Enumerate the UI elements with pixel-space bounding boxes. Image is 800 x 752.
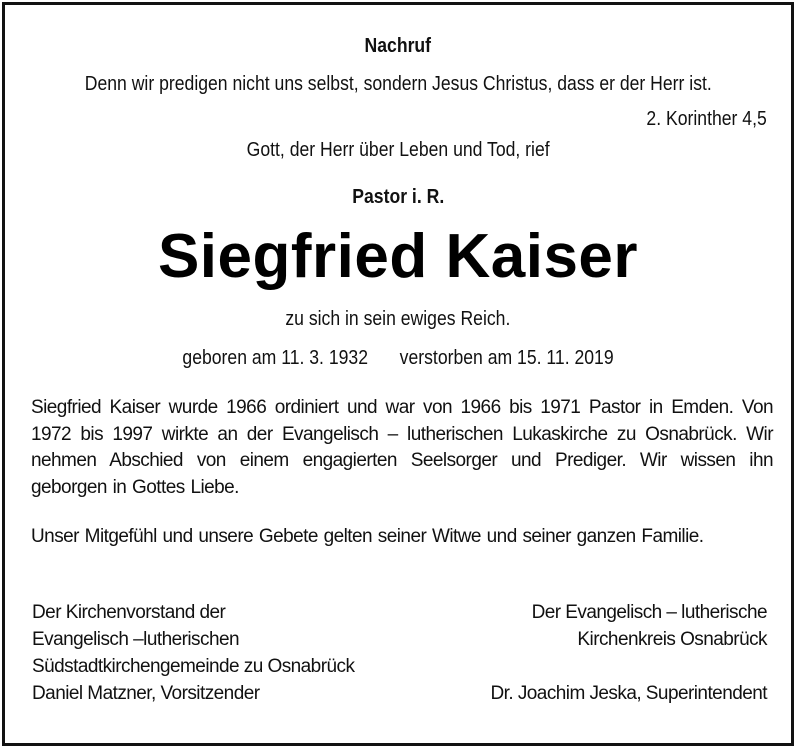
signer-left-line: Der Kirchenvorstand der <box>32 602 226 623</box>
signer-left-line: Evangelisch –lutherischen <box>32 629 239 650</box>
signer-right-line <box>490 653 767 680</box>
after-name-row <box>5 308 791 331</box>
notice-heading: Nachruf <box>364 35 432 57</box>
signers-left <box>32 599 354 707</box>
intro-text: Gott, der Herr über Leben und Tod, rief <box>246 139 550 161</box>
signers-right <box>490 599 767 707</box>
verse-reference-row <box>630 108 767 131</box>
deceased-name: Siegfried Kaiser <box>157 222 639 291</box>
verse-reference: 2. Korinther 4,5 <box>646 108 767 130</box>
obituary-frame <box>2 2 794 746</box>
after-name-text: zu sich in sein ewiges Reich. <box>285 308 511 330</box>
signer-right-line: Kirchenkreis Osnabrück <box>577 629 767 650</box>
condolence-paragraph <box>31 524 773 551</box>
deceased-title: Pastor i. R. <box>352 186 444 208</box>
biography-text: Siegfried Kaiser wurde 1966 ordiniert und war von 1966 bis 1971 Pastor in Emden. Von 1972 bis 1997 wirkte an der Evangelisch – lutherischen Lukaskirche zu Osnabrück. Wir nehmen Abschied von einem engagierten Seelsorger und Prediger. Wir wissen ihn geborgen in Gottes Liebe. <box>31 397 773 498</box>
bible-verse: Denn wir predigen nicht uns selbst, sondern Jesus Christus, dass er der Herr ist. <box>84 73 712 95</box>
dates-row <box>5 347 791 370</box>
name-row <box>5 221 791 292</box>
signer-left-line: Südstadtkirchengemeinde zu Osnabrück <box>32 656 355 677</box>
signer-right-line: Der Evangelisch – lutherische <box>531 602 767 623</box>
signer-right-line: Dr. Joachim Jeska, Superintendent <box>490 683 767 704</box>
birth-date: geboren am 11. 3. 1932 <box>182 347 368 369</box>
title-row <box>5 186 791 209</box>
signer-left-line: Daniel Matzner, Vorsitzender <box>32 683 260 704</box>
intro-row <box>5 139 791 162</box>
verse-row <box>5 73 791 96</box>
heading-row <box>5 35 791 58</box>
condolence-text: Unser Mitgefühl und unsere Gebete gelten seiner Witwe und seiner ganzen Familie. <box>31 526 704 547</box>
death-date: verstorben am 15. 11. 2019 <box>399 347 614 369</box>
biography-paragraph <box>31 395 773 501</box>
